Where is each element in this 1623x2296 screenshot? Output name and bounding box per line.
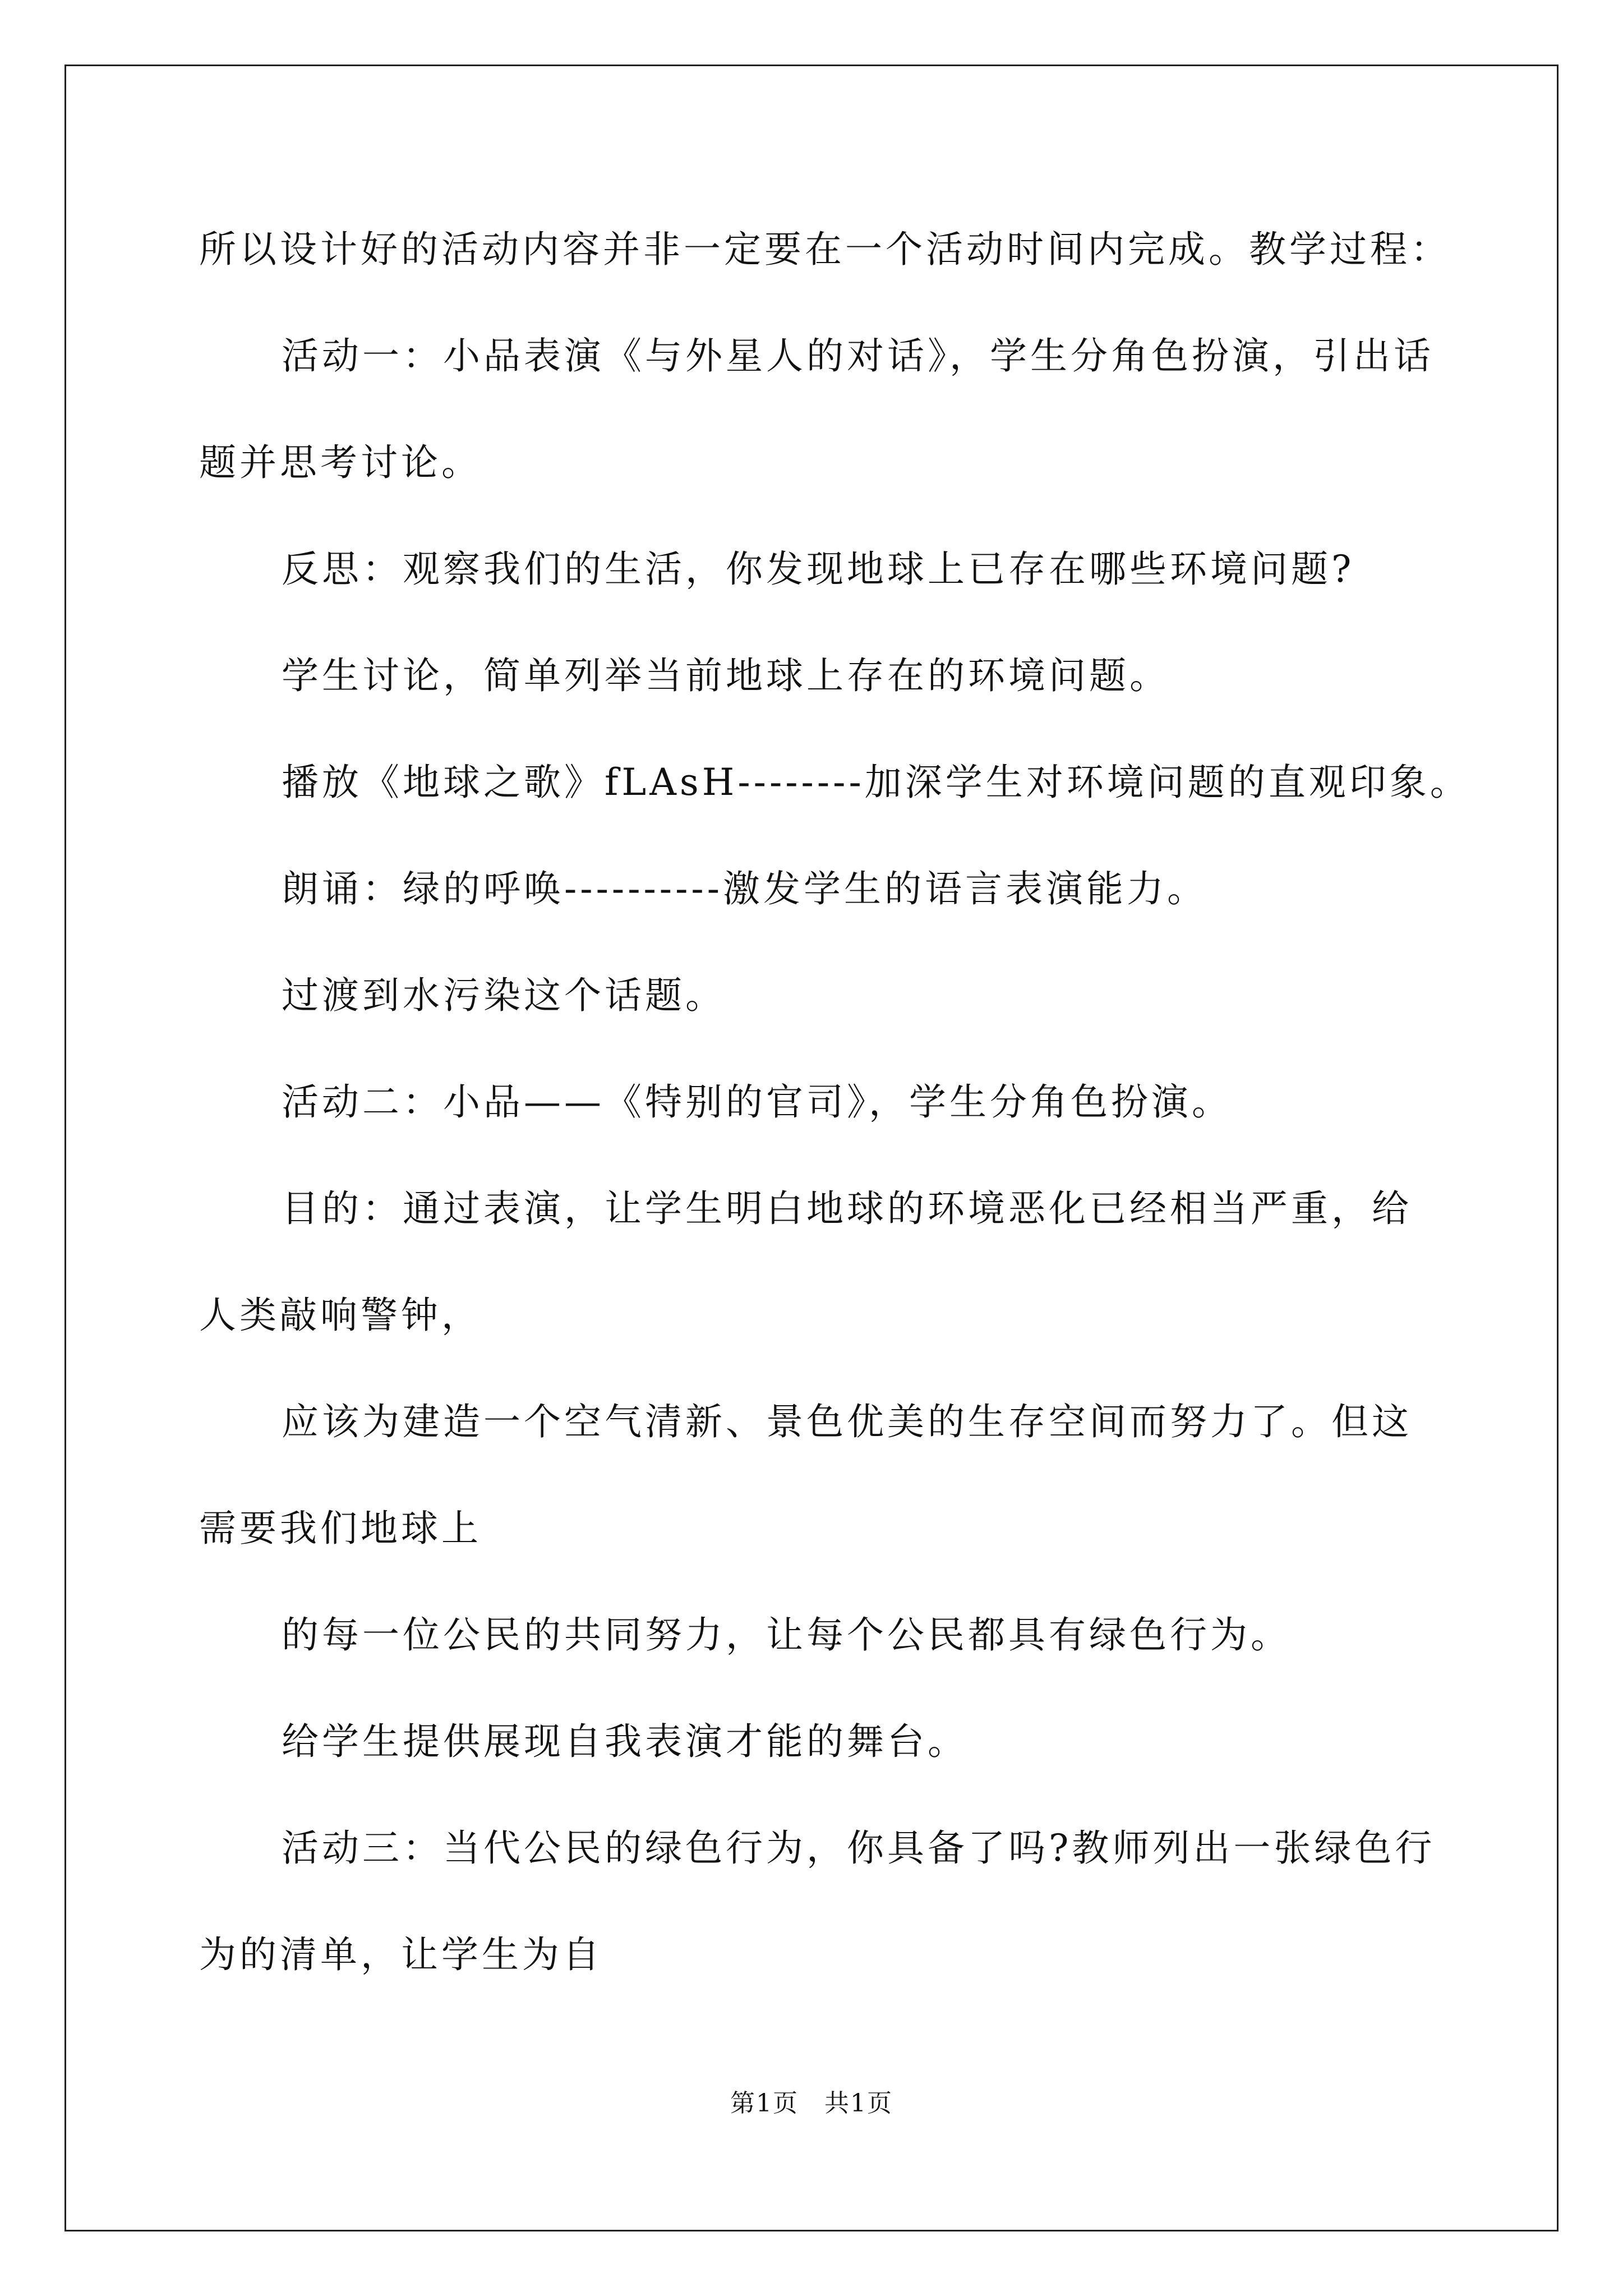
text-line: 活动一：小品表演《与外星人的对话》，学生分角色扮演，引出话	[282, 334, 1434, 378]
text-line: 学生讨论，简单列举当前地球上存在的环境问题。	[282, 654, 1170, 697]
text-line: 朗诵：绿的呼唤----------激发学生的语言表演能力。	[282, 867, 1208, 910]
text-line: 的每一位公民的共同努力，让每个公民都具有绿色行为。	[282, 1613, 1291, 1657]
text-line: 人类敲响警钟，	[199, 1294, 482, 1337]
text-line: 播放《地球之歌》fLAsH--------加深学生对环境问题的直观印象。	[282, 761, 1470, 804]
text-line: 所以设计好的活动内容并非一定要在一个活动时间内完成。教学过程：	[199, 228, 1451, 271]
text-line: 为的清单，让学生为自	[199, 1933, 603, 1976]
text-line: 给学生提供展现自我表演才能的舞台。	[282, 1720, 968, 1763]
page-border	[64, 65, 1559, 2231]
text-line: 需要我们地球上	[199, 1507, 482, 1550]
text-line: 反思：观察我们的生活，你发现地球上已存在哪些环境问题?	[282, 547, 1355, 591]
page-footer: 第1页 共1页	[730, 2089, 893, 2118]
text-line: 目的：通过表演，让学生明白地球的环境恶化已经相当严重，给	[282, 1187, 1412, 1230]
text-line: 活动三：当代公民的绿色行为，你具备了吗?教师列出一张绿色行	[282, 1826, 1436, 1870]
text-line: 过渡到水污染这个话题。	[282, 974, 726, 1017]
text-line: 活动二：小品——《特别的官司》，学生分角色扮演。	[282, 1080, 1232, 1124]
text-line: 应该为建造一个空气清新、景色优美的生存空间而努力了。但这	[282, 1400, 1412, 1443]
text-line: 题并思考讨论。	[199, 441, 482, 484]
